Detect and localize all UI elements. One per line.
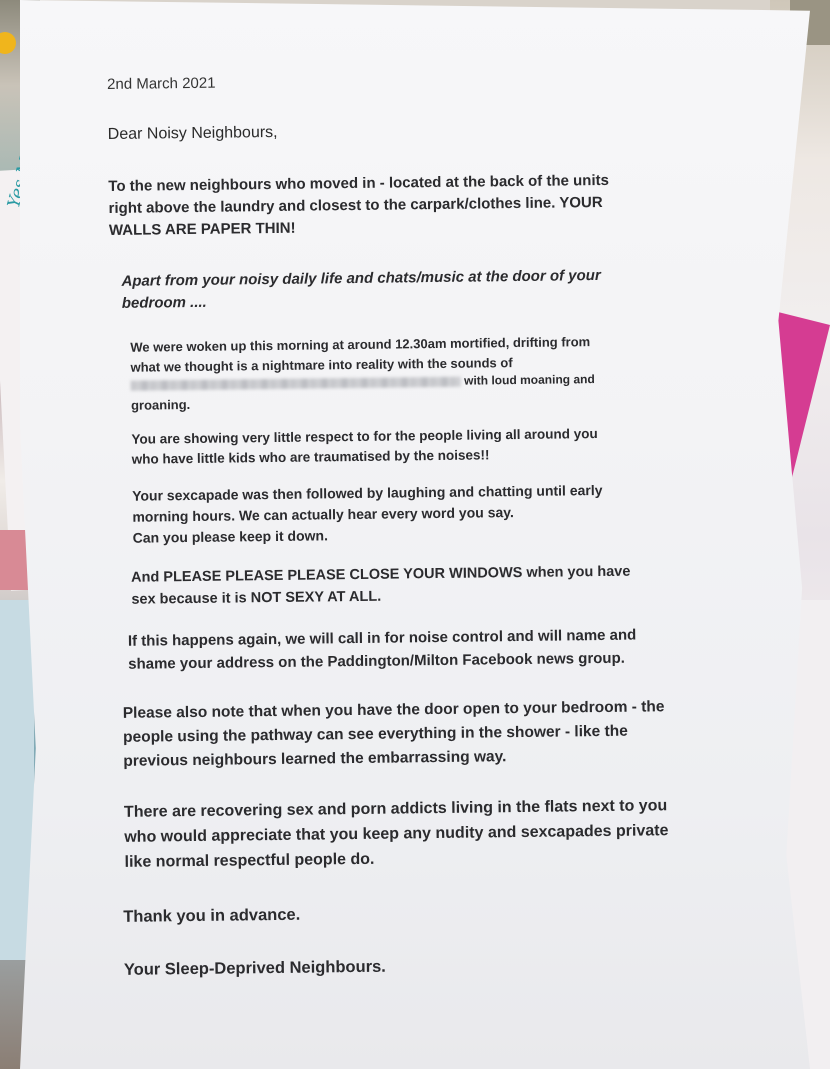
paragraph-line: groaning. — [130, 397, 191, 413]
paragraph-line: To the new neighbours who moved in - located at the back of the units — [108, 171, 610, 195]
letter-signoff: Your Sleep-Deprived Neighbours. — [123, 957, 386, 979]
paragraph-line: You are showing very little respect to for the people living all around you — [131, 426, 598, 447]
paragraph-line: Can you please keep it down. — [132, 527, 329, 546]
paragraph-line: We were woken up this morning at around 12.30am mortified, drifting from — [130, 334, 591, 355]
paragraph-line: right above the laundry and closest to the carpark/clothes line. YOUR — [108, 193, 603, 217]
paragraph-line-tail: with loud moaning and — [464, 372, 595, 388]
paragraph-line: Please also note that when you have the door open to your bedroom - the — [122, 698, 665, 722]
paragraph-line: Your sexcapade was then followed by laughing and chatting until early — [132, 481, 603, 504]
paragraph-line: people using the pathway can see everything in the shower - like the — [122, 722, 628, 746]
paragraph-line: like normal respectful people do. — [124, 850, 375, 871]
paragraph-line: shame your address on the Paddington/Milton Facebook news group. — [128, 649, 625, 673]
paragraph-line: who would appreciate that you keep any nudity and sexcapades private — [124, 822, 669, 846]
paragraph-line: sex because it is NOT SEXY AT ALL. — [131, 588, 382, 608]
paragraph-line: morning hours. We can actually hear every word you say. — [132, 504, 514, 525]
paragraph-line: WALLS ARE PAPER THIN! — [108, 219, 296, 239]
paragraph-line: And PLEASE PLEASE PLEASE CLOSE YOUR WINDOWS when you have — [131, 563, 631, 586]
paragraph-line: previous neighbours learned the embarrassing way. — [123, 748, 507, 770]
paragraph-line: There are recovering sex and porn addicts living in the flats next to you — [123, 797, 668, 821]
paragraph-line: what we thought is a nightmare into reality with the sounds of — [130, 355, 513, 375]
background-magazine-text: Yes — [4, 177, 31, 211]
letter-date: 2nd March 2021 — [107, 74, 216, 93]
paragraph-line: Apart from your noisy daily life and chats/music at the door of your — [121, 266, 601, 290]
paragraph-line: If this happens again, we will call in for noise control and will name and — [127, 626, 637, 650]
paragraph-line: bedroom .... — [121, 293, 207, 312]
letter-greeting: Dear Noisy Neighbours, — [107, 123, 278, 143]
letter-thanks: Thank you in advance. — [123, 905, 301, 926]
paragraph-line: who have little kids who are traumatised by the noises!! — [131, 447, 490, 467]
